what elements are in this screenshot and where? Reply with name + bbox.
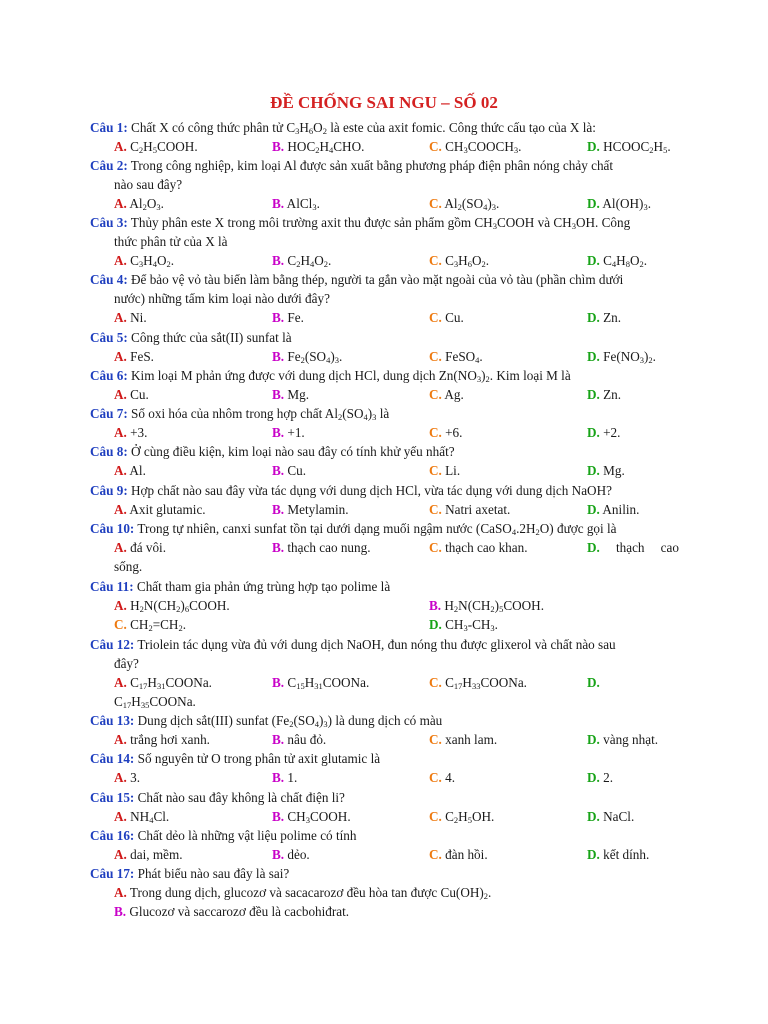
question-label: Câu 8: [90,444,128,459]
question-text: Dung dịch sắt(III) sunfat $(Fe_2(SO_4)_3)$ là dung dịch có màu [137,713,443,729]
question-label: Câu 7: [90,406,128,421]
question-label: Câu 5: [90,330,128,345]
option-c: C. 4. [429,770,456,785]
question-text: Trong tự nhiên, canxi sunfat tồn tại dưới dạng muối ngậm nước $(CaSO_4.2H_2O)$ được gọi là [137,521,617,537]
option-c: C. +6. [429,425,463,440]
question-text: Chất tham gia phản ứng trùng hợp tạo polime là [136,579,391,594]
question-13 [90,711,442,730]
option-b: B. dẻo. [272,847,310,862]
question-label: Câu 16: [90,828,135,843]
option-b: B. +1. [272,425,305,440]
question-label: Câu 1: [90,120,128,135]
question-label: Câu 11: [90,579,134,594]
exam-title: ĐỀ CHỐNG SAI NGU – SỐ 02 [270,93,498,112]
option-d: D. vàng nhạt. [587,732,659,747]
question-label: Câu 9: [90,483,128,498]
question-text: Triolein tác dụng vừa đủ với dung dịch NaOH, đun nóng thu được glixerol và chất nào sau [137,637,616,652]
question-5 [90,328,292,347]
option-c: C. đàn hồi. [429,847,488,862]
option-a: A. dai, mềm. [114,847,183,862]
option-a: A. 3. [114,770,141,785]
question-text: Phát biểu nào sau đây là sai? [137,866,290,881]
question-16 [90,826,356,845]
option-c: C. $C_{17}H_{33}COONa$. [429,675,527,691]
question-label: Câu 2: [90,158,128,173]
question-2 [90,156,613,175]
option-d: D. thạch cao [587,540,679,555]
option-b: B. $HOC_2H_4CHO$. [272,139,365,155]
question-6 [90,366,571,385]
option-d: D. $CH_3-CH_3$. [429,617,498,633]
option-a: A. $C_2H_5COOH$. [114,139,198,155]
option-a: A. Trong dung dịch, glucozơ và sacacarozơ đều hòa tan được $Cu(OH)_2$. [114,885,492,901]
option-c: C. $Al_2(SO_4)_3$. [429,196,500,212]
question-label: Câu 6: [90,368,128,383]
question-11 [90,577,390,596]
option-c: C. Cu. [429,310,464,325]
question-label: Câu 14: [90,751,135,766]
question-9 [90,481,612,500]
question-label: Câu 4: [90,272,128,287]
option-b: B. $H_2N(CH_2)_5COOH$. [429,598,544,614]
option-d: D. Zn. [587,310,622,325]
question-text: Thủy phân este X trong môi trường axit thu được sản phẩm gồm $CH_3COOH$ và $CH_3OH$. Công [130,215,631,231]
question-text: Công thức của sắt(II) sunfat là [131,330,292,345]
option-d: D. 2. [587,770,614,785]
option-a: A. $Al_2O_3$. [114,196,164,212]
question-17 [90,864,289,883]
question-1 [90,118,596,137]
question-3 [90,213,630,232]
question-text: Kim loại M phản ứng được với dung dịch HCl, dung dịch $Zn(NO_3)_2$. Kim loại M là [131,368,571,384]
option-d: D. +2. [587,425,621,440]
option-c: C. Natri axetat. [429,502,511,517]
option-b: B. Mg. [272,387,310,402]
question-text: Trong công nghiệp, kim loại Al được sản xuất bằng phương pháp điện phân nóng chảy chất [130,158,614,173]
option-c: C. xanh lam. [429,732,498,747]
option-a: A. FeS. [114,349,154,364]
question-text-cont: nước) những tấm kim loại nào dưới đây? [114,291,330,306]
option-c: C. $CH_2=CH_2$. [114,617,187,633]
option-b: B. AlCl$_3$. [272,196,320,212]
option-d: D. kết dính. [587,847,650,862]
option-c: C. Ag. [429,387,464,402]
option-a: A. đá vôi. [114,540,167,555]
option-d: D. $Al(OH)_3$. [587,196,651,212]
question-14 [90,749,380,768]
question-10 [90,519,617,538]
option-d: D. Zn. [587,387,622,402]
option-d: D. Anilin. [587,502,640,517]
question-text: Ở cùng điều kiện, kim loại nào sau đây có tính khử yếu nhất? [131,444,455,459]
option-b: B. $C_{15}H_{31}COONa$. [272,675,370,691]
option-d: D. $Fe(NO_3)_2$. [587,349,656,365]
option-d: D. $C_4H_8O_2$. [587,253,648,269]
option-a: A. Ni. [114,310,147,325]
question-text-cont: nào sau đây? [114,177,183,192]
question-12 [90,635,616,654]
question-label: Câu 12: [90,637,135,652]
question-label: Câu 13: [90,713,135,728]
option-c: C. $C_2H_5OH$. [429,809,495,825]
option-b: B. Cu. [272,463,307,478]
question-15 [90,788,345,807]
option-d: D. $HCOOC_2H_5$. [587,139,671,155]
question-text: Số nguyên tử O trong phân tử axit glutamic là [137,751,381,766]
question-text: Số oxi hóa của nhôm trong hợp chất $Al_2(SO_4)_3$ là [131,406,390,422]
question-text-cont: đây? [114,656,139,671]
option-d: D. NaCl. [587,809,635,824]
option-d: $C_{17}H_{35}COONa$. [114,694,196,710]
option-b: B. Metylamin. [272,502,349,517]
option-a: A. Axit glutamic. [114,502,206,517]
option-d-letter: D. [587,675,600,690]
question-label: Câu 17: [90,866,135,881]
question-4 [90,270,623,289]
option-d: D. Mg. [587,463,625,478]
option-c: C. $CH_3COOCH_3$. [429,139,522,155]
question-8 [90,442,455,461]
option-a: A. Cu. [114,387,149,402]
option-a: A. $C_{17}H_{31}COONa$. [114,675,212,691]
option-c: C. FeSO$_4$. [429,349,483,365]
option-c: C. $C_3H_6O_2$. [429,253,490,269]
option-b: B. $Fe_2(SO_4)_3$. [272,349,343,365]
option-b: B. Fe. [272,310,304,325]
question-label: Câu 3: [90,215,128,230]
question-7 [90,404,389,423]
question-text: Chất dẻo là những vật liệu polime có tính [137,828,357,843]
option-c: C. thạch cao khan. [429,540,528,555]
question-label: Câu 10: [90,521,135,536]
option-b: B. Glucozơ và saccarozơ đều là cacbohiđrat. [114,904,350,919]
option-a: A. Al. [114,463,146,478]
question-text: Chất X có công thức phân tử $C_3H_6O_2$ là este của axit fomic. Công thức cấu tạo của X là: [131,120,596,136]
option-b: B. $CH_3COOH$. [272,809,351,825]
question-text: Chất nào sau đây không là chất điện li? [137,790,345,805]
option-c: C. Li. [429,463,461,478]
option-a: A. $NH_4Cl$. [114,809,170,825]
option-b: B. $C_2H_4O_2$. [272,253,332,269]
option-a: A. $C_3H_4O_2$. [114,253,175,269]
option-b: B. 1. [272,770,298,785]
question-text: Hợp chất nào sau đây vừa tác dụng với dung dịch HCl, vừa tác dụng với dung dịch NaOH? [131,483,612,498]
option-d-wrap: sống. [114,559,143,574]
option-b: B. nâu đỏ. [272,732,327,747]
option-a: A. trắng hơi xanh. [114,732,210,747]
question-text-cont: thức phân tử của X là [114,234,228,249]
question-text: Để bảo vệ vỏ tàu biển làm bằng thép, người ta gắn vào mặt ngoài của vỏ tàu (phần chìm dưới [131,272,624,287]
option-b: B. thạch cao nung. [272,540,371,555]
option-a: A. $H_2N(CH_2)_6COOH$. [114,598,230,614]
question-label: Câu 15: [90,790,135,805]
option-a: A. +3. [114,425,148,440]
